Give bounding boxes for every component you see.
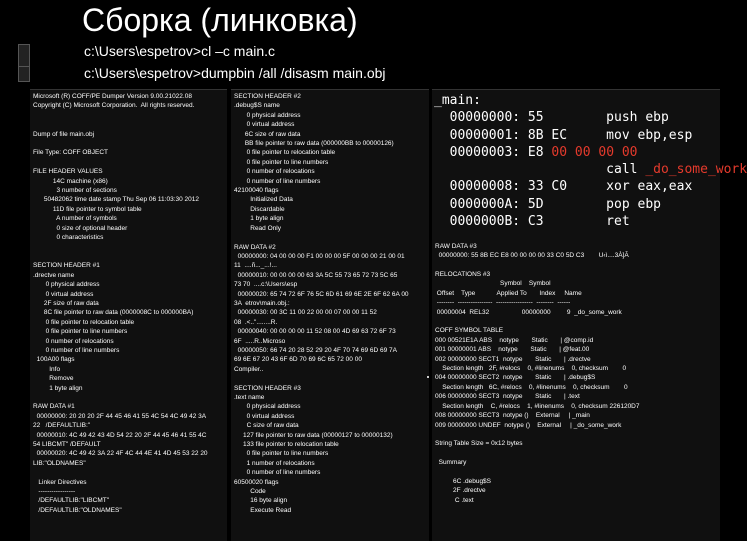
dump-line: RAW DATA #2 — [234, 243, 276, 251]
dump-line: 3 number of sections — [33, 187, 117, 195]
dump-line: 00000020: 4C 49 42 3A 22 4F 4C 44 4E 41 4D 45 53 22 20 — [33, 450, 208, 458]
dump-line: RAW DATA #3 — [435, 242, 477, 250]
dump-line: -------- ---------------- ----------------- -------- ------ — [435, 299, 571, 307]
dump-line: 0 physical address — [234, 403, 301, 411]
dump-line — [435, 468, 720, 477]
dump-line — [33, 252, 227, 261]
dump-line: 006 00000000 SECT3 notype Static | .text — [435, 393, 580, 401]
disasm-line: 00000008: 33 C0 xor eax,eax — [434, 179, 693, 195]
dump-line: ----------------- — [33, 488, 76, 496]
dump-line: Discardable — [234, 205, 285, 213]
dump-line: 0 file pointer to line numbers — [234, 450, 329, 458]
dump-line: 00000020: 65 74 72 6F 76 5C 6D 61 69 6E 2E 6F 62 6A 00 — [234, 290, 409, 298]
dump-line — [33, 243, 227, 252]
highlighted-operand: 00 00 00 00 — [551, 144, 638, 160]
slide-bullet-marker — [18, 66, 30, 82]
dump-line: Section length 6C, #relocs 0, #linenums 0, checksum 0 — [435, 383, 628, 391]
dump-text-middle — [231, 90, 429, 515]
dump-line: 00000030: 00 3C 11 00 22 00 00 07 00 00 11 52 — [234, 309, 377, 317]
dump-line: 0 size of optional header — [33, 224, 128, 232]
dump-line: .text name — [234, 394, 265, 401]
dump-line: 133 file pointer to relocation table — [234, 441, 339, 449]
disassembly-block — [432, 90, 747, 230]
dump-line — [435, 261, 720, 270]
dump-line: 0 number of line numbers — [33, 346, 120, 354]
dump-line: C size of raw data — [234, 422, 299, 430]
dump-line: 00000040: 00 00 00 00 11 52 08 00 4D 69 63 72 6F 73 — [234, 328, 396, 336]
dump-line: Section length 2F, #relocs 0, #linenums 0, checksum 0 — [435, 365, 627, 373]
dump-line: 54 LIBCMT" /DEFAULT — [33, 441, 101, 449]
dump-line: RELOCATIONS #3 — [435, 271, 491, 278]
dump-panel-left — [30, 89, 227, 541]
dump-line: /DEFAULTLIB:"OLDNAMES" — [33, 506, 122, 514]
slide-title: Сборка (линковка) — [82, 2, 358, 38]
dump-line: 50482062 time date stamp Thu Sep 06 11:03:30 2012 — [33, 196, 199, 204]
disasm-line: 0000000A: 5D pop ebp — [434, 196, 661, 212]
dump-line: 6F .....R..Microso — [234, 337, 286, 345]
dump-line: 16 byte align — [234, 497, 288, 505]
dump-line: 1 number of relocations — [234, 459, 315, 467]
dump-line: Dump of file main.obj — [33, 130, 95, 138]
dump-line: 0 number of line numbers — [234, 177, 321, 185]
dump-line: 1 byte align — [234, 215, 284, 223]
dump-line: /DEFAULTLIB:"LIBCMT" — [33, 497, 110, 505]
dump-line: Microsoft (R) COFF/PE Dumper Version 9.00.21022.08 — [33, 93, 192, 100]
dump-line: 1 byte align — [33, 384, 83, 392]
dump-line: 00000004 REL32 00000000 9 _do_some_work — [435, 308, 622, 316]
disasm-line: call _do_some_work — [434, 162, 747, 178]
dump-line: Symbol Symbol — [435, 280, 551, 288]
dump-line: LIB:"OLDNAMES" — [33, 459, 86, 467]
dump-line: Linker Directives — [33, 478, 87, 486]
dump-line: BB file pointer to raw data (000000BB to 00000126) — [234, 140, 394, 148]
dump-line: 0 physical address — [234, 111, 301, 119]
dump-line: RAW DATA #1 — [33, 403, 75, 411]
dump-line: Info — [33, 365, 61, 373]
dump-text-left — [30, 90, 227, 515]
dump-line: 69 6E 67 20 43 6F 6D 70 69 6C 65 72 00 00 — [234, 356, 362, 364]
dump-line: Read Only — [234, 224, 281, 232]
dump-line: 60500020 flags — [234, 478, 279, 486]
dump-line: 0 physical address — [33, 281, 100, 289]
dump-line: 08 .<.."........R. — [234, 318, 278, 326]
dump-line — [234, 233, 429, 242]
dump-line: File Type: COFF OBJECT — [33, 149, 109, 157]
dump-line: C .text — [435, 496, 474, 504]
scroll-marker — [427, 376, 429, 378]
highlighted-operand: _do_some_work — [645, 162, 747, 178]
dump-line: 6C size of raw data — [234, 130, 301, 138]
dump-line: 2F .drectve — [435, 487, 486, 495]
dump-line: SECTION HEADER #2 — [234, 93, 301, 100]
dump-line: 14C machine (x86) — [33, 177, 108, 185]
dump-line — [33, 120, 227, 129]
dump-line — [33, 139, 227, 148]
dump-line: 00000050: 66 74 20 28 52 29 20 4F 70 74 69 6D 69 7A — [234, 346, 397, 354]
disasm-line: 00000001: 8B EC mov ebp,esp — [434, 127, 693, 143]
dump-line: 000 00521E1A ABS notype Static | @comp.id — [435, 336, 594, 344]
dump-line: Summary — [435, 459, 467, 467]
dump-line: 002 00000000 SECT1 notype Static | .drectve — [435, 355, 591, 363]
dump-panel-middle — [231, 89, 429, 541]
dump-line: Code — [234, 488, 266, 496]
dump-line: 009 00000000 UNDEF notype () External | _do_some_work — [435, 421, 622, 429]
dump-line: 6C .debug$S — [435, 477, 492, 485]
dump-line: 2F size of raw data — [33, 299, 99, 307]
dump-line: 8C file pointer to raw data (0000008C to 000000BA) — [33, 309, 194, 317]
dump-line — [234, 374, 429, 383]
dump-line: 22 /DEFAULTLIB:" — [33, 422, 91, 430]
dump-line: 00000000: 55 8B EC E8 00 00 00 00 33 C0 5D C3 U‹ì....3À]Ã — [435, 252, 629, 260]
dump-line: Execute Read — [234, 506, 292, 514]
dump-line — [33, 111, 227, 120]
dump-line: 00000010: 4C 49 42 43 4D 54 22 20 2F 44 45 46 41 55 4C — [33, 431, 207, 439]
dump-panel-right — [432, 89, 747, 541]
disasm-line: _main: — [434, 93, 481, 108]
dump-line: 001 00000001 ABS notype Static | @feat.00 — [435, 346, 590, 354]
dump-line: SECTION HEADER #3 — [234, 384, 301, 392]
dump-line — [435, 430, 720, 439]
dump-line — [435, 449, 720, 458]
dump-line: 0 file pointer to line numbers — [234, 158, 329, 166]
dump-line: 3A etrov\main.obj.: — [234, 299, 290, 307]
dump-line: A number of symbols — [33, 215, 117, 223]
dump-line: 00000010: 00 00 00 00 63 3A 5C 55 73 65 72 73 5C 65 — [234, 271, 398, 279]
dump-line: 004 00000000 SECT2 notype Static | .debug$S — [435, 374, 596, 382]
dump-line: 42100040 flags — [234, 187, 279, 195]
dump-line: 0 virtual address — [33, 290, 94, 298]
dump-line: .drectve name — [33, 271, 75, 279]
command-line-dumpbin: c:\Users\espetrov>dumpbin /all /disasm main.obj — [84, 65, 386, 81]
dump-line: 0 virtual address — [234, 412, 295, 420]
disasm-line: 0000000B: C3 ret — [434, 214, 630, 230]
dump-line: 73 70 ....c:\Users\esp — [234, 281, 298, 289]
dump-line: SECTION HEADER #1 — [33, 262, 100, 270]
dump-line — [435, 317, 720, 326]
dump-line: Initialized Data — [234, 196, 293, 204]
dump-line: Offset Type Applied To Index Name — [435, 289, 582, 297]
dump-line: 00000000: 04 00 00 00 F1 00 00 00 5F 00 00 00 21 00 01 — [234, 252, 405, 260]
slide-bullet-marker — [18, 44, 30, 68]
dump-line — [33, 393, 227, 402]
dump-line: 0 number of relocations — [33, 337, 114, 345]
dump-line: Compiler.. — [234, 365, 264, 373]
dump-line: .debug$S name — [234, 102, 280, 110]
dump-line: String Table Size = 0x12 bytes — [435, 440, 523, 448]
dump-line: 0 file pointer to relocation table — [33, 318, 135, 326]
dump-line: FILE HEADER VALUES — [33, 168, 103, 176]
dump-line: 127 file pointer to raw data (00000127 to 00000132) — [234, 431, 393, 439]
dump-line: 0 file pointer to relocation table — [234, 149, 336, 157]
disasm-line: 00000000: 55 push ebp — [434, 110, 669, 126]
dump-line: Copyright (C) Microsoft Corporation. All rights reserved. — [33, 102, 195, 110]
dump-text-right — [432, 230, 720, 505]
dump-line: 11D file pointer to symbol table — [33, 205, 142, 213]
dump-line: 11 ....ñ..._...!... — [234, 262, 277, 270]
dump-line: COFF SYMBOL TABLE — [435, 327, 504, 335]
dump-line: 0 characteristics — [33, 234, 104, 242]
disasm-line: 00000003: E8 00 00 00 00 — [434, 144, 638, 160]
dump-line: Remove — [33, 375, 74, 383]
dump-line: 100A00 flags — [33, 356, 75, 364]
dump-line — [33, 158, 227, 167]
dump-line: 00000000: 20 20 20 2F 44 45 46 41 55 4C 54 4C 49 42 3A — [33, 412, 207, 420]
dump-line: Section length C, #relocs 1, #linenums 0, checksum 226120D7 — [435, 402, 640, 410]
dump-line: 008 00000000 SECT3 notype () External | _main — [435, 412, 590, 420]
dump-line — [435, 232, 720, 241]
dump-line: 0 file pointer to line numbers — [33, 328, 128, 336]
dump-line: 0 number of line numbers — [234, 469, 321, 477]
dump-line — [33, 468, 227, 477]
command-line-compile: c:\Users\espetrov>cl –c main.c — [84, 43, 276, 59]
dump-line: 0 number of relocations — [234, 168, 315, 176]
dump-line: 0 virtual address — [234, 121, 295, 129]
